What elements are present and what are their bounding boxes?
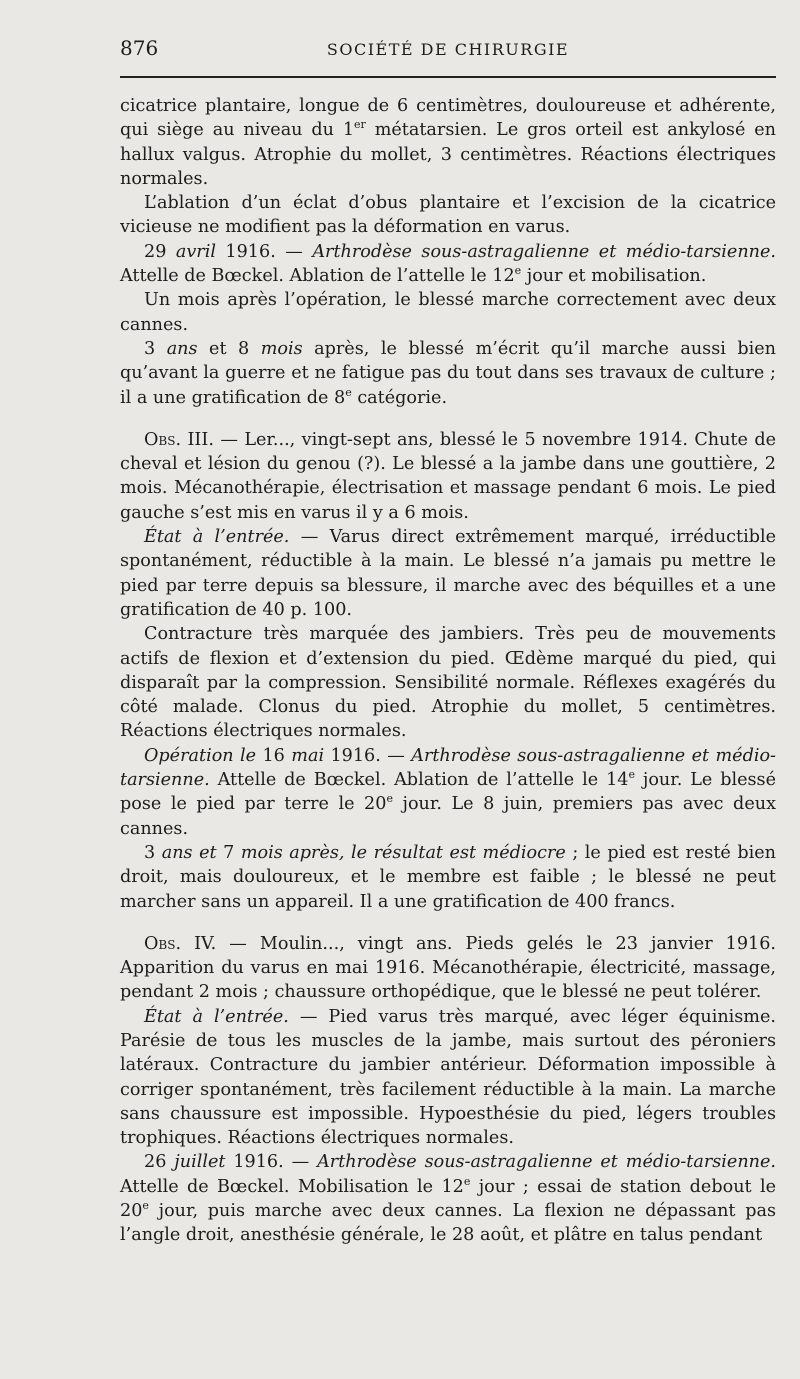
paragraph-gap [120, 410, 776, 428]
paragraph: Un mois après l’opération, le blessé marche correctement avec deux cannes. [120, 290, 776, 335]
paragraph: 3 ans et 7 mois après, le résultat est médiocre ; le pied est resté bien droit, mais douloureux, et le membre est faible ; le blessé ne peut marcher sans un appareil. Il a une gratification de 400 francs. [120, 842, 776, 912]
running-title: SOCIÉTÉ DE CHIRURGIE [326, 40, 570, 59]
paragraph: État à l’entrée. — Pied varus très marqué, avec léger équinisme. Parésie de tous les muscles de la jambe, mais surtout des péroniers latéraux. Contracture du jambier antérieur. Déformation impossible à corriger spontanément, très facilement réductible à la main. La marche sans chaussure est impossible. Hypoesthésie du pied, légers troubles trophiques. Réactions électriques normales. [120, 1006, 776, 1149]
page-header [120, 26, 776, 66]
paragraph: Opération le 16 mai 1916. — Arthrodèse sous-astragalienne et médio-tarsienne. Attelle de Bœckel. Ablation de l’attelle le 14e jour. Le blessé pose le pied par terre le 20e jour. Le 8 juin, premiers pas avec deux cannes. [120, 745, 776, 839]
paragraph-gap [120, 914, 776, 932]
paragraph: cicatrice plantaire, longue de 6 centimètres, douloureuse et adhérente, qui siège au niveau du 1er métatarsien. Le gros orteil est ankylosé en hallux valgus. Atrophie du mollet, 3 centimètres. Réactions électriques normales. [120, 96, 776, 189]
paragraph: Contracture très marquée des jambiers. Très peu de mouvements actifs de flexion et d’extension du pied. Œdème marqué du pied, qui disparaît par la compression. Sensibilité normale. Réflexes exagérés du côté malade. Clonus du pied. Atrophie du mollet, 5 centimètres. Réactions électriques normales. [120, 624, 776, 742]
paragraph: État à l’entrée. — Varus direct extrêmement marqué, irréductible spontanément, réductible à la main. Le blessé n’a jamais pu mettre le pied par terre depuis sa blessure, il marche avec des béquilles et a une gratification de 40 p. 100. [120, 527, 777, 620]
paragraph: 26 juillet 1916. — Arthrodèse sous-astragalienne et médio-tarsienne. Attelle de Bœckel. Mobilisation le 12e jour ; essai de station debout le 20e jour, puis marche avec deux cannes. La flexion ne dépassant pas l’angle droit, anesthésie générale, le 28 août, et plâtre en talus pendant [120, 1152, 776, 1246]
body-text [120, 94, 776, 1248]
page-number: 876 [120, 36, 159, 60]
paragraph: Obs. III. — Ler..., vingt-sept ans, blessé le 5 novembre 1914. Chute de cheval et lésion du genou (?). Le blessé a la jambe dans une gouttière, 2 mois. Mécanothérapie, électrisation et massage pendant 6 mois. Le pied gauche s’est mis en varus il y a 6 mois. [120, 429, 776, 523]
paragraph: 29 avril 1916. — Arthrodèse sous-astragalienne et médio-tarsienne. Attelle de Bœckel. Ablation de l’attelle le 12e jour et mobilisation. [120, 241, 776, 287]
paragraph: L’ablation d’un éclat d’obus plantaire et l’excision de la cicatrice vicieuse ne modifient pas la déformation en varus. [120, 193, 776, 238]
paragraph: 3 ans et 8 mois après, le blessé m’écrit qu’il marche aussi bien qu’avant la guerre et ne fatigue pas du tout dans ses travaux de culture ; il a une gratification de 8e catégorie. [120, 338, 776, 408]
header-rule [120, 76, 776, 78]
paragraph: Obs. IV. — Moulin..., vingt ans. Pieds gelés le 23 janvier 1916. Apparition du varus en mai 1916. Mécanothérapie, électricité, massage, pendant 2 mois ; chaussure orthopédique, que le blessé ne peut tolérer. [120, 933, 776, 1003]
